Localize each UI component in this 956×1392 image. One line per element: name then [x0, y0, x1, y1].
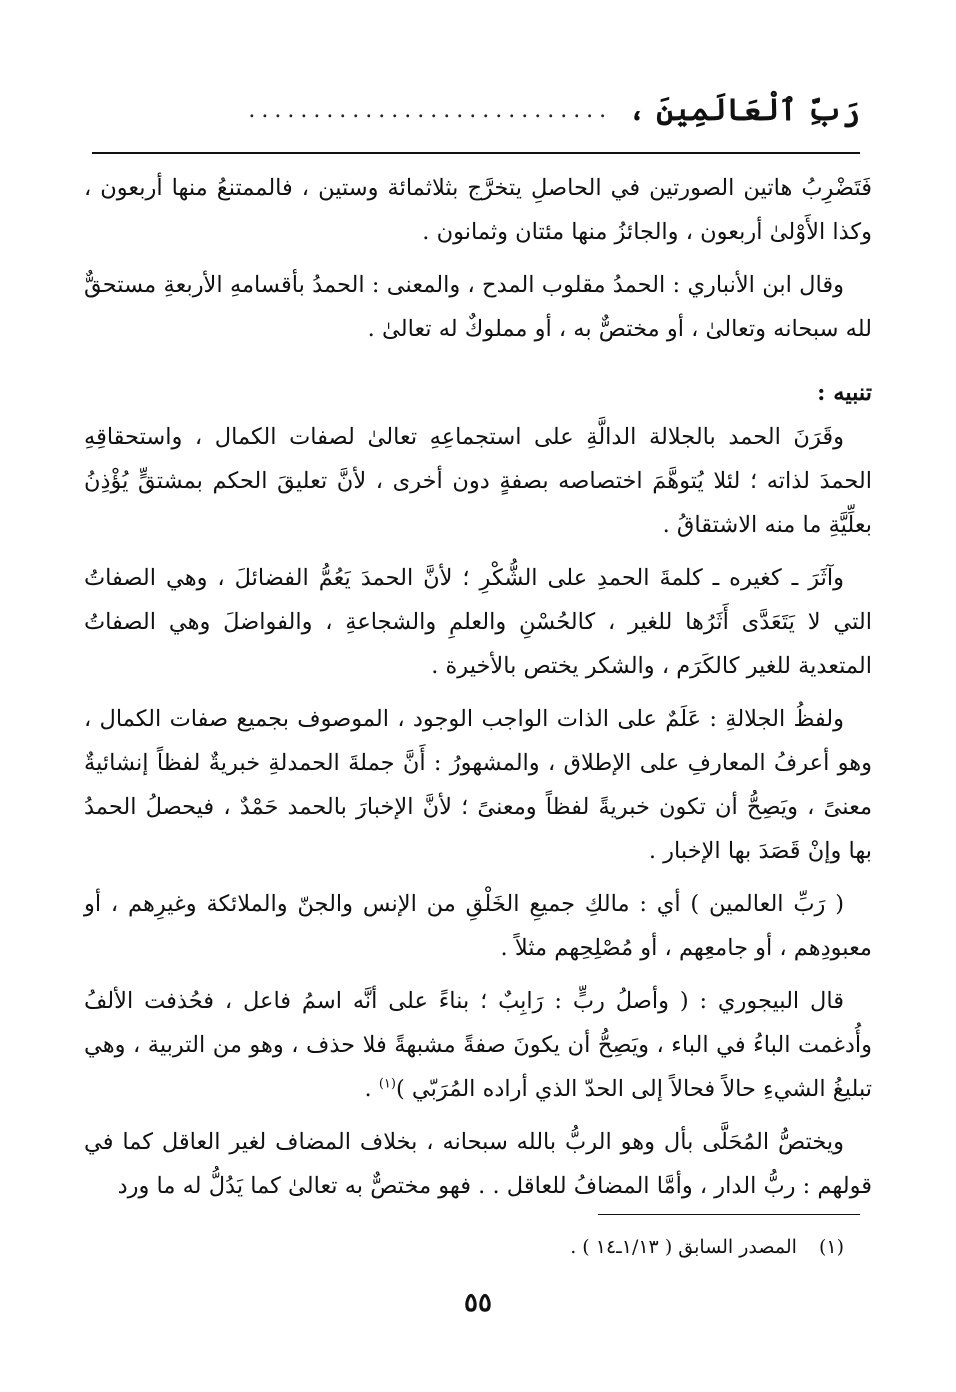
footnote-reference[interactable]: (١) — [378, 1076, 396, 1092]
page-number: ٥٥ — [464, 1288, 492, 1318]
paragraph: فَتَضْرِبُ هاتين الصورتين في الحاصلِ يتخرَّج بثلاثمائة وستين ، فالممتنعُ منها أربعون ، وكذا الأَوْلىٰ أربعون ، والجائزُ منها مئتان وثمانون . — [84, 175, 872, 245]
running-header — [92, 88, 860, 132]
body-text — [84, 166, 872, 1217]
paragraph-with-footnote — [84, 979, 872, 1111]
paragraph: وآثَرَ ـ كغيره ـ كلمةَ الحمدِ على الشُّكْرِ ؛ لأنَّ الحمدَ يَعُمُّ الفضائلَ ، وهي الصفاتُ التي لا يَتَعَدَّى أَثَرُها للغير ، كالحُسْنِ والعلمِ والشجاعةِ ، والفواضلَ وهي الصفاتُ المتعدية للغير كالكَرَم ، والشكر يختص بالأخيرة . — [84, 565, 872, 679]
running-header-title: رَبِّ ٱلْعَالَمِينَ ، — [628, 92, 860, 128]
paragraph: وقَرَنَ الحمد بالجلالة الدالَّةِ على استجماعِهِ تعالىٰ لصفات الكمال ، واستحقاقِهِ الحمدَ لذاته ؛ لئلا يُتوهَّمَ اختصاصه بصفةٍ دون أخرى ، لأنَّ تعليقَ الحكم بمشتقٍّ يُؤْذِنُ بعلِّيَّةِ ما منه الاشتقاقُ . — [84, 424, 872, 538]
footnote-number: (١) — [818, 1236, 844, 1258]
footnote-rule — [598, 1214, 860, 1215]
paragraph: وقال ابن الأنباري : الحمدُ مقلوب المدح ، والمعنى : الحمدُ بأقسامهِ الأربعةِ مستحقٌّ لله سبحانه وتعالىٰ ، أو مختصٌّ به ، أو مملوكٌ له تعالىٰ . — [84, 272, 872, 342]
header-rule — [92, 152, 860, 154]
section-heading: تنبيه : — [817, 380, 872, 406]
paragraph-text: قال البيجوري : ( وأصلُ ربٍّ : رَابِبٌ ؛ بناءً على أنَّه اسمُ فاعل ، فحُذفت الألفُ وأُدغمت الباءُ في الباء ، ويَصِحُّ أن يكونَ صفةً مشبهةً فلا حذف ، وهو من التربية ، وهي تبليغُ الشيءِ حالاً فحالاً إلى الحدّ الذي أراده المُرَبّي ) — [84, 988, 872, 1102]
running-header-dots: ............................ — [248, 97, 613, 123]
paragraph: ويختصُّ المُحَلَّى بأل وهو الربُّ بالله سبحانه ، بخلاف المضاف لغير العاقل كما في قولهم : ربُّ الدار ، وأمَّا المضافُ للعاقل . . فهو مختصٌّ به تعالىٰ كما يَدُلُّ له ما ورد — [84, 1129, 872, 1199]
footnote-text: المصدر السابق ( ١/١٣ـ١٤ ) . — [570, 1236, 797, 1258]
paragraph: ( رَبِّ العالمين ) أي : مالكِ جميعِ الخَلْقِ من الإنس والجنّ والملائكة وغيرِهم ، أو معبودِهم ، أو جامعِهم ، أو مُصْلِحِهم مثلاً . — [84, 891, 872, 961]
footnote — [92, 1230, 844, 1264]
paragraph: ولفظُ الجلالةِ : عَلَمٌ على الذات الواجب الوجود ، الموصوف بجميع صفات الكمال ، وهو أعرفُ المعارفِ على الإطلاق ، والمشهورُ : أَنَّ جملةَ الحمدلةِ خبريةٌ لفظاً إنشائيةٌ معنىً ، ويَصِحُّ أن تكون خبريةً لفظاً ومعنىً ؛ لأنَّ الإخبارَ بالحمد حَمْدٌ ، فيحصلُ الحمدُ بها وإنْ قَصَدَ بها الإخبار . — [84, 706, 872, 864]
paragraph-tail: . — [364, 1076, 379, 1102]
